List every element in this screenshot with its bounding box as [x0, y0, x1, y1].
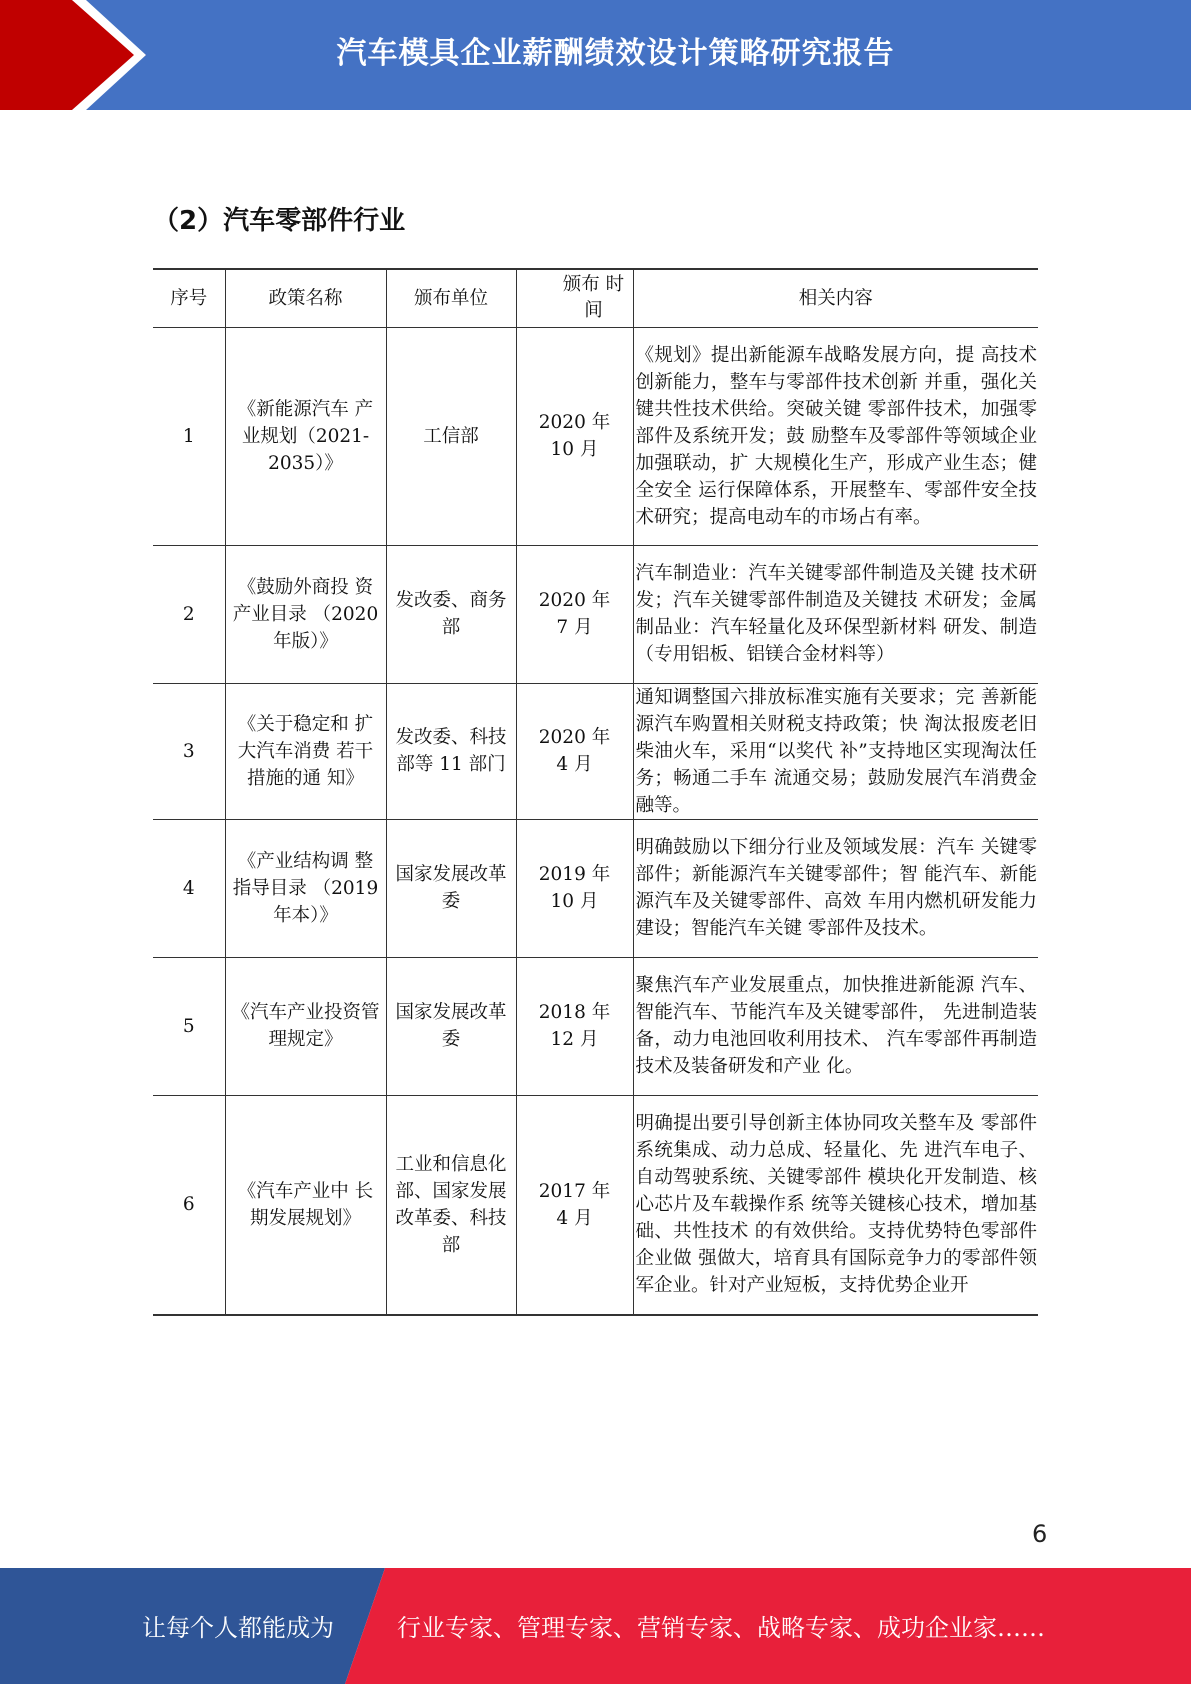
- cell-policy-name: 《汽车产业中 长期发展规划》: [225, 1095, 386, 1315]
- footer-slogan-left: 让每个人都能成为: [142, 1614, 334, 1642]
- cell-no: 5: [153, 957, 225, 1095]
- cell-content: 通知调整国六排放标准实施有关要求；完 善新能源汽车购置相关财税支持政策；快 淘汰报废老旧柴油火车，采用“以奖代 补”支持地区实现淘汰任务；畅通二手车 流通交易；鼓励发展汽车消费金融等。: [633, 683, 1038, 819]
- table-row: [153, 545, 1038, 683]
- cell-issuer: 国家发展改革委: [386, 957, 516, 1095]
- cell-issuer: 工信部: [386, 327, 516, 545]
- cell-content: 汽车制造业：汽车关键零部件制造及关键 技术研发；汽车关键零部件制造及关键技 术研发；金属制品业：汽车轻量化及环保型新材料 研发、制造（专用铝板、铝镁合金材料等）: [633, 545, 1038, 683]
- table-row: [153, 1095, 1038, 1315]
- cell-time: 2020 年 10 月: [516, 327, 633, 545]
- cell-policy-name: 《关于稳定和 扩大汽车消费 若干措施的通 知》: [225, 683, 386, 819]
- col-header-content: 相关内容: [633, 269, 1038, 327]
- cell-no: 4: [153, 819, 225, 957]
- policy-table: [153, 268, 1038, 1316]
- col-header-issuer: 颁布单位: [386, 269, 516, 327]
- cell-policy-name: 《鼓励外商投 资产业目录 （2020 年版）》: [225, 545, 386, 683]
- report-title: 汽车模具企业薪酬绩效设计策略研究报告: [336, 36, 895, 71]
- cell-issuer: 国家发展改革委: [386, 819, 516, 957]
- cell-issuer: 工业和信息化部、国家发展改革委、科技部: [386, 1095, 516, 1315]
- cell-issuer: 发改委、商务部: [386, 545, 516, 683]
- cell-policy-name: 《新能源汽车 产业规划（2021-2035）》: [225, 327, 386, 545]
- col-header-time-line1: 颁布 时: [562, 274, 625, 296]
- table-row: [153, 683, 1038, 819]
- cell-time: 2019 年 10 月: [516, 819, 633, 957]
- cell-no: 1: [153, 327, 225, 545]
- report-header: [0, 0, 1191, 110]
- col-header-name: 政策名称: [225, 269, 386, 327]
- cell-policy-name: 《产业结构调 整指导目录 （2019 年本）》: [225, 819, 386, 957]
- cell-issuer: 发改委、科技部等 11 部门: [386, 683, 516, 819]
- footer-slogan-right: 行业专家、管理专家、营销专家、战略专家、成功企业家……: [397, 1614, 1045, 1642]
- cell-content: 明确提出要引导创新主体协同攻关整车及 零部件系统集成、动力总成、轻量化、先 进汽车电子、自动驾驶系统、关键零部件 模块化开发制造、核心芯片及车载操作系 统等关键核心技术，增加基础、共性技术 的有效供给。支持优势特色零部件企业做 强做大，培育具有国际竞争力的零部件领 军企业。针对产业短板，支持优势企业开: [633, 1095, 1038, 1315]
- section-heading: （2）汽车零部件行业: [153, 206, 406, 236]
- col-header-no: 序号: [153, 269, 225, 327]
- cell-no: 2: [153, 545, 225, 683]
- cell-no: 6: [153, 1095, 225, 1315]
- table-header-row: [153, 269, 1038, 327]
- cell-policy-name: 《汽车产业投资管理规定》: [225, 957, 386, 1095]
- table-row: [153, 819, 1038, 957]
- cell-content: 明确鼓励以下细分行业及领域发展：汽车 关键零部件；新能源汽车关键零部件；智 能汽车、新能源汽车及关键零部件、高效 车用内燃机研发能力建设；智能汽车关键 零部件及技术。: [633, 819, 1038, 957]
- cell-content: 《规划》提出新能源车战略发展方向，提 高技术创新能力，整车与零部件技术创新 并重，强化关键共性技术供给。突破关键 零部件技术，加强零部件及系统开发；鼓 励整车及零部件等领域企业加强联动，扩 大规模化生产，形成产业生态；健全安全 运行保障体系，开展整车、零部件安全技 术研究；提高电动车的市场占有率。: [633, 327, 1038, 545]
- table-row: [153, 957, 1038, 1095]
- table-row: [153, 327, 1038, 545]
- page-number: 6: [1032, 1520, 1048, 1548]
- cell-no: 3: [153, 683, 225, 819]
- cell-time: 2020 年 4 月: [516, 683, 633, 819]
- cell-time: 2018 年 12 月: [516, 957, 633, 1095]
- cell-time: 2017 年 4 月: [516, 1095, 633, 1315]
- cell-time: 2020 年 7 月: [516, 545, 633, 683]
- col-header-time: [516, 269, 633, 327]
- col-header-time-line2: 间: [584, 300, 603, 322]
- cell-content: 聚焦汽车产业发展重点，加快推进新能源 汽车、智能汽车、节能汽车及关键零部件， 先进制造装备，动力电池回收利用技术、 汽车零部件再制造技术及装备研发和产业 化。: [633, 957, 1038, 1095]
- report-footer: [0, 1568, 1191, 1684]
